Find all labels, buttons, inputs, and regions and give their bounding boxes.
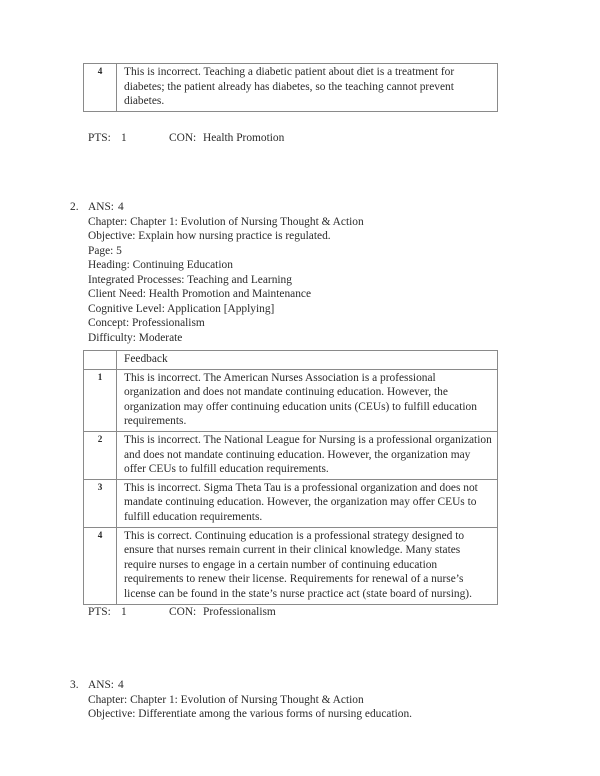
feedback-option-text: This is incorrect. The National League for Nursing is a professional organization and does not mandate continuing education. However, the organization may offer CEUs to fulfill education requirements.	[117, 431, 498, 479]
question-number: 2.	[70, 201, 79, 213]
feedback-table-top	[83, 63, 498, 112]
question-body	[88, 678, 412, 722]
ans-label: ANS:	[88, 201, 114, 213]
pts-value: 1	[121, 132, 127, 144]
table-row	[84, 527, 498, 604]
feedback-option-number: 2	[84, 431, 117, 479]
feedback-option-number: 3	[84, 479, 117, 527]
feedback-option-number: 4	[84, 64, 117, 112]
con-label: CON:	[169, 132, 197, 144]
con-value: Professionalism	[203, 606, 276, 618]
table-row	[84, 64, 498, 112]
pts-label: PTS:	[88, 132, 111, 144]
feedback-option-text: This is incorrect. Sigma Theta Tau is a professional organization and does not mandate continuing education. However, the organization may offer CEUs to fulfill education requirements.	[117, 479, 498, 527]
meta-objective: Objective: Explain how nursing practice is regulated.	[88, 230, 331, 242]
meta-difficulty: Difficulty: Moderate	[88, 331, 183, 344]
meta-heading: Heading: Continuing Education	[88, 259, 233, 271]
feedback-option-text: This is correct. Continuing education is a professional strategy designed to ensure that nurses remain current in their clinical knowledge. Many states require nurses to engage in a certain number of continuing education requirements to renew their license. Requirements for renewal of a nurse’s license can be found in the state’s nurse practice act (state board of nursing).	[117, 527, 498, 604]
question-block-3	[70, 678, 412, 722]
pts-label: PTS:	[88, 606, 111, 618]
feedback-option-number: 1	[84, 369, 117, 431]
table-row	[84, 369, 498, 431]
meta-chapter: Chapter: Chapter 1: Evolution of Nursing Thought & Action	[88, 215, 364, 228]
ans-label: ANS:	[88, 679, 114, 691]
feedback-option-number: 4	[84, 527, 117, 604]
feedback-option-text: This is incorrect. Teaching a diabetic patient about diet is a treatment for diabetes; the patient already has diabetes, so the teaching cannot prevent diabetes.	[117, 64, 498, 112]
meta-chapter: Chapter: Chapter 1: Evolution of Nursing Thought & Action	[88, 693, 364, 706]
meta-client-need: Client Need: Health Promotion and Maintenance	[88, 288, 312, 300]
con-label: CON:	[169, 606, 197, 618]
meta-cognitive-level: Cognitive Level: Application [Applying]	[88, 302, 275, 315]
table-row	[84, 479, 498, 527]
pts-value: 1	[121, 606, 127, 618]
ans-value: 4	[117, 679, 124, 691]
table-header-row	[84, 351, 498, 370]
con-value: Health Promotion	[203, 132, 285, 144]
ans-value: 4	[117, 201, 124, 213]
meta-integrated-processes: Integrated Processes: Teaching and Learning	[88, 273, 292, 286]
feedback-table-question-2	[83, 350, 498, 605]
feedback-header-label: Feedback	[117, 351, 498, 370]
feedback-option-text: This is incorrect. The American Nurses Association is a professional organization and does not mandate continuing education. However, the organization may offer continuing education units (CEUs) to fulfill education requirements.	[117, 369, 498, 431]
meta-concept: Concept: Professionalism	[88, 317, 205, 329]
table-row	[84, 431, 498, 479]
question-number: 3.	[70, 679, 79, 691]
question-body	[88, 200, 364, 345]
question-block-2	[70, 200, 364, 345]
answer-row	[88, 678, 412, 693]
meta-objective: Objective: Differentiate among the various forms of nursing education.	[88, 708, 413, 720]
answer-row	[88, 200, 364, 215]
feedback-header-number	[84, 351, 117, 370]
meta-page: Page: 5	[88, 244, 122, 257]
